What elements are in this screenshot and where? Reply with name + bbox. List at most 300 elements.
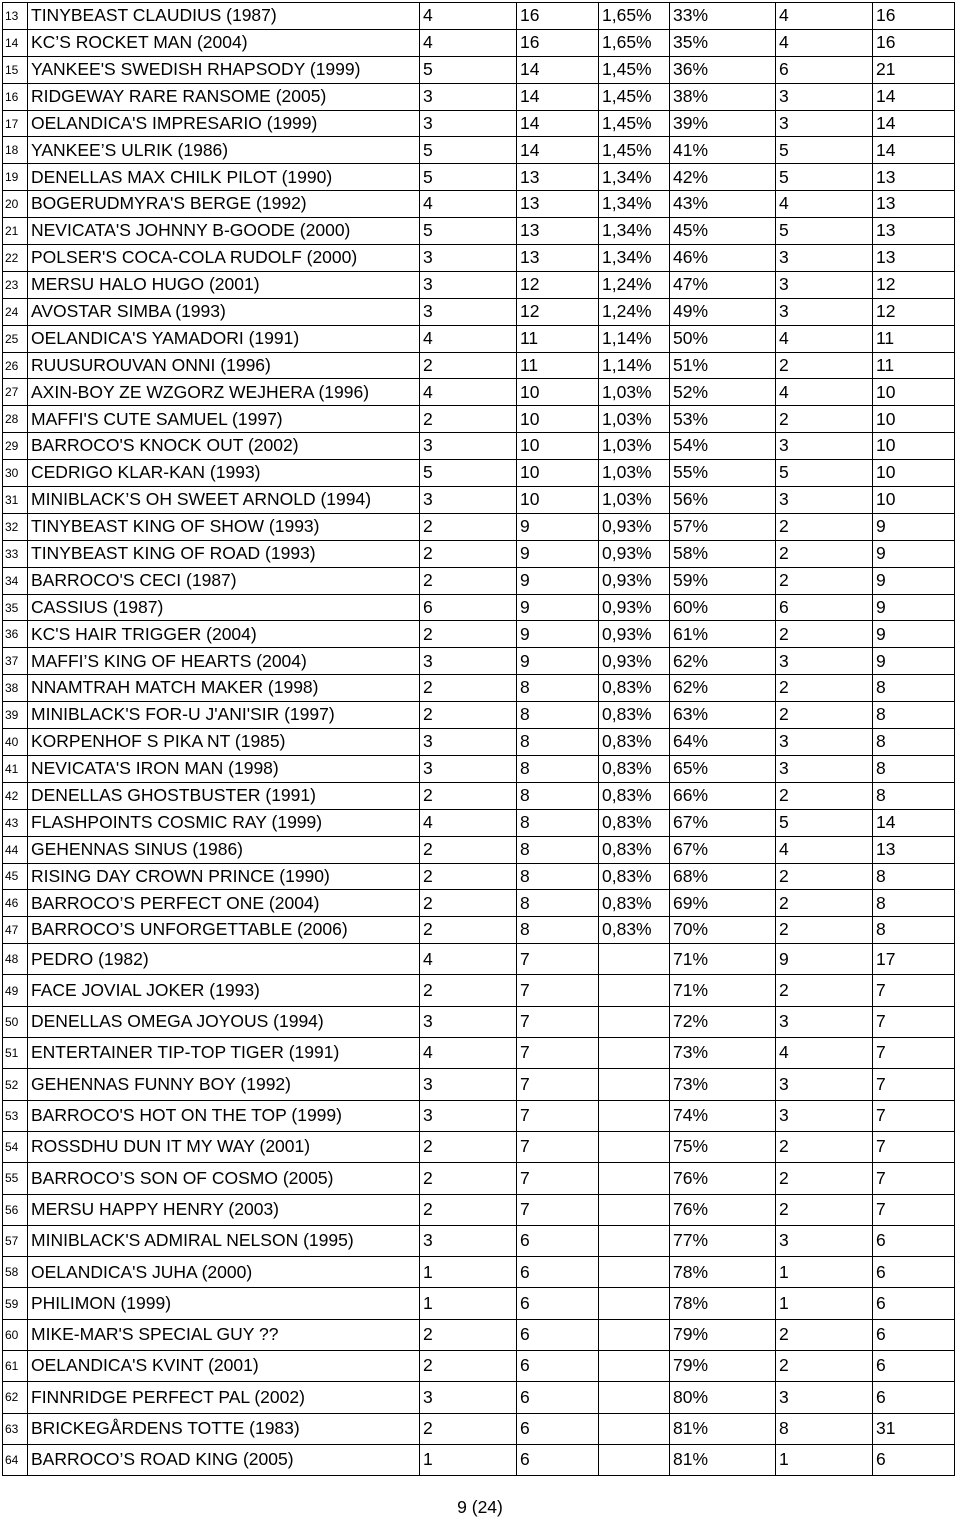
cell-cumulative-share: 65% <box>670 755 776 782</box>
cell-cumulative-share: 62% <box>670 648 776 675</box>
cell-total-offspring: 7 <box>873 1006 955 1037</box>
cell-total-litters: 3 <box>776 298 873 325</box>
table-row <box>3 1444 955 1475</box>
cell-offspring: 11 <box>517 352 599 379</box>
table-row <box>3 755 955 782</box>
cell-offspring: 14 <box>517 83 599 110</box>
cell-offspring: 10 <box>517 379 599 406</box>
cell-litters: 4 <box>420 379 517 406</box>
cell-total-litters: 2 <box>776 675 873 702</box>
cell-offspring: 7 <box>517 1131 599 1162</box>
cell-offspring: 7 <box>517 1100 599 1131</box>
cell-dog-name: RISING DAY CROWN PRINCE (1990) <box>28 863 420 890</box>
cell-offspring: 7 <box>517 1163 599 1194</box>
cell-share <box>599 1163 670 1194</box>
cell-cumulative-share: 73% <box>670 1069 776 1100</box>
cell-litters: 4 <box>420 3 517 30</box>
cell-total-litters: 2 <box>776 917 873 944</box>
table-row <box>3 245 955 272</box>
cell-share: 0,93% <box>599 621 670 648</box>
table-row <box>3 3 955 30</box>
cell-cumulative-share: 42% <box>670 164 776 191</box>
cell-total-litters: 2 <box>776 1131 873 1162</box>
cell-total-offspring: 7 <box>873 1194 955 1225</box>
cell-share: 1,45% <box>599 83 670 110</box>
cell-row-number: 34 <box>3 567 28 594</box>
cell-share: 1,34% <box>599 164 670 191</box>
cell-total-offspring: 13 <box>873 164 955 191</box>
cell-litters: 5 <box>420 218 517 245</box>
table-row <box>3 379 955 406</box>
cell-share: 0,93% <box>599 540 670 567</box>
cell-offspring: 12 <box>517 271 599 298</box>
cell-cumulative-share: 59% <box>670 567 776 594</box>
cell-row-number: 29 <box>3 433 28 460</box>
cell-cumulative-share: 69% <box>670 890 776 917</box>
cell-cumulative-share: 36% <box>670 56 776 83</box>
table-row <box>3 809 955 836</box>
cell-cumulative-share: 45% <box>670 218 776 245</box>
cell-dog-name: BARROCO’S UNFORGETTABLE (2006) <box>28 917 420 944</box>
cell-cumulative-share: 62% <box>670 675 776 702</box>
cell-offspring: 7 <box>517 1069 599 1100</box>
cell-offspring: 6 <box>517 1351 599 1382</box>
cell-cumulative-share: 81% <box>670 1413 776 1444</box>
cell-litters: 2 <box>420 1351 517 1382</box>
cell-dog-name: MINIBLACK’S OH SWEET ARNOLD (1994) <box>28 487 420 514</box>
cell-dog-name: BARROCO’S ROAD KING (2005) <box>28 1444 420 1475</box>
cell-total-offspring: 11 <box>873 352 955 379</box>
cell-row-number: 13 <box>3 3 28 30</box>
cell-dog-name: KC'S HAIR TRIGGER (2004) <box>28 621 420 648</box>
table-row <box>3 1288 955 1319</box>
cell-total-litters: 4 <box>776 191 873 218</box>
cell-dog-name: OELANDICA'S YAMADORI (1991) <box>28 325 420 352</box>
cell-offspring: 6 <box>517 1319 599 1350</box>
cell-litters: 4 <box>420 809 517 836</box>
cell-litters: 2 <box>420 836 517 863</box>
cell-share: 0,83% <box>599 836 670 863</box>
cell-offspring: 9 <box>517 648 599 675</box>
cell-row-number: 23 <box>3 271 28 298</box>
cell-litters: 2 <box>420 702 517 729</box>
cell-row-number: 40 <box>3 729 28 756</box>
cell-dog-name: NEVICATA'S JOHNNY B-GOODE (2000) <box>28 218 420 245</box>
cell-dog-name: OELANDICA'S KVINT (2001) <box>28 1351 420 1382</box>
cell-total-offspring: 10 <box>873 406 955 433</box>
table-row <box>3 944 955 975</box>
cell-cumulative-share: 66% <box>670 782 776 809</box>
cell-dog-name: BARROCO’S SON OF COSMO (2005) <box>28 1163 420 1194</box>
cell-total-offspring: 8 <box>873 675 955 702</box>
cell-cumulative-share: 67% <box>670 836 776 863</box>
cell-cumulative-share: 53% <box>670 406 776 433</box>
cell-share: 1,45% <box>599 56 670 83</box>
cell-dog-name: TINYBEAST KING OF ROAD (1993) <box>28 540 420 567</box>
cell-litters: 2 <box>420 782 517 809</box>
table-row <box>3 975 955 1006</box>
cell-cumulative-share: 78% <box>670 1257 776 1288</box>
cell-total-litters: 2 <box>776 975 873 1006</box>
table-row <box>3 271 955 298</box>
cell-offspring: 7 <box>517 1038 599 1069</box>
cell-litters: 1 <box>420 1257 517 1288</box>
cell-dog-name: DENELLAS GHOSTBUSTER (1991) <box>28 782 420 809</box>
cell-total-offspring: 9 <box>873 594 955 621</box>
cell-cumulative-share: 63% <box>670 702 776 729</box>
cell-litters: 3 <box>420 1006 517 1037</box>
cell-total-offspring: 8 <box>873 917 955 944</box>
cell-offspring: 7 <box>517 975 599 1006</box>
cell-row-number: 35 <box>3 594 28 621</box>
cell-offspring: 8 <box>517 890 599 917</box>
cell-total-litters: 3 <box>776 271 873 298</box>
cell-litters: 6 <box>420 594 517 621</box>
cell-cumulative-share: 79% <box>670 1319 776 1350</box>
cell-share: 1,14% <box>599 352 670 379</box>
cell-share: 1,03% <box>599 433 670 460</box>
cell-cumulative-share: 43% <box>670 191 776 218</box>
cell-litters: 3 <box>420 298 517 325</box>
table-row <box>3 406 955 433</box>
cell-total-offspring: 10 <box>873 460 955 487</box>
cell-total-litters: 5 <box>776 218 873 245</box>
table-row <box>3 890 955 917</box>
cell-share: 1,34% <box>599 218 670 245</box>
cell-offspring: 8 <box>517 809 599 836</box>
cell-cumulative-share: 67% <box>670 809 776 836</box>
cell-offspring: 8 <box>517 836 599 863</box>
cell-dog-name: PEDRO (1982) <box>28 944 420 975</box>
cell-dog-name: FINNRIDGE PERFECT PAL (2002) <box>28 1382 420 1413</box>
cell-total-offspring: 8 <box>873 755 955 782</box>
cell-share <box>599 1225 670 1256</box>
cell-total-litters: 5 <box>776 164 873 191</box>
cell-total-offspring: 6 <box>873 1257 955 1288</box>
table-row <box>3 164 955 191</box>
cell-litters: 2 <box>420 1413 517 1444</box>
cell-offspring: 8 <box>517 782 599 809</box>
cell-total-litters: 2 <box>776 1163 873 1194</box>
table-row <box>3 1163 955 1194</box>
table-row <box>3 1351 955 1382</box>
cell-total-litters: 2 <box>776 863 873 890</box>
cell-total-litters: 3 <box>776 1100 873 1131</box>
cell-row-number: 41 <box>3 755 28 782</box>
table-row <box>3 702 955 729</box>
cell-dog-name: OELANDICA'S JUHA (2000) <box>28 1257 420 1288</box>
cell-dog-name: ROSSDHU DUN IT MY WAY (2001) <box>28 1131 420 1162</box>
table-row <box>3 83 955 110</box>
cell-litters: 3 <box>420 648 517 675</box>
cell-cumulative-share: 72% <box>670 1006 776 1037</box>
cell-cumulative-share: 79% <box>670 1351 776 1382</box>
cell-dog-name: MERSU HALO HUGO (2001) <box>28 271 420 298</box>
cell-dog-name: YANKEE’S ULRIK (1986) <box>28 137 420 164</box>
cell-litters: 3 <box>420 487 517 514</box>
table-row <box>3 1319 955 1350</box>
cell-share <box>599 1257 670 1288</box>
cell-row-number: 15 <box>3 56 28 83</box>
cell-share: 1,45% <box>599 110 670 137</box>
cell-share: 1,14% <box>599 325 670 352</box>
cell-litters: 4 <box>420 944 517 975</box>
cell-litters: 2 <box>420 1319 517 1350</box>
cell-share <box>599 1319 670 1350</box>
cell-litters: 3 <box>420 1100 517 1131</box>
cell-total-offspring: 10 <box>873 379 955 406</box>
cell-litters: 3 <box>420 110 517 137</box>
cell-total-litters: 5 <box>776 137 873 164</box>
cell-offspring: 10 <box>517 487 599 514</box>
cell-cumulative-share: 33% <box>670 3 776 30</box>
cell-total-litters: 1 <box>776 1288 873 1319</box>
cell-row-number: 32 <box>3 513 28 540</box>
cell-cumulative-share: 51% <box>670 352 776 379</box>
cell-total-litters: 2 <box>776 540 873 567</box>
cell-cumulative-share: 49% <box>670 298 776 325</box>
table-row <box>3 29 955 56</box>
cell-cumulative-share: 46% <box>670 245 776 272</box>
cell-row-number: 57 <box>3 1225 28 1256</box>
cell-cumulative-share: 81% <box>670 1444 776 1475</box>
cell-row-number: 14 <box>3 29 28 56</box>
cell-row-number: 21 <box>3 218 28 245</box>
cell-total-offspring: 16 <box>873 29 955 56</box>
cell-total-offspring: 6 <box>873 1225 955 1256</box>
cell-row-number: 16 <box>3 83 28 110</box>
cell-share <box>599 1351 670 1382</box>
cell-cumulative-share: 60% <box>670 594 776 621</box>
cell-row-number: 55 <box>3 1163 28 1194</box>
cell-total-offspring: 12 <box>873 271 955 298</box>
cell-share: 0,83% <box>599 890 670 917</box>
cell-total-litters: 6 <box>776 594 873 621</box>
cell-offspring: 7 <box>517 944 599 975</box>
cell-total-offspring: 14 <box>873 83 955 110</box>
cell-litters: 2 <box>420 513 517 540</box>
cell-total-litters: 2 <box>776 1351 873 1382</box>
cell-row-number: 59 <box>3 1288 28 1319</box>
cell-litters: 2 <box>420 890 517 917</box>
table-row <box>3 191 955 218</box>
cell-cumulative-share: 50% <box>670 325 776 352</box>
cell-share: 0,83% <box>599 729 670 756</box>
cell-share: 0,93% <box>599 513 670 540</box>
cell-total-litters: 2 <box>776 567 873 594</box>
cell-cumulative-share: 76% <box>670 1163 776 1194</box>
cell-share <box>599 1006 670 1037</box>
cell-total-offspring: 7 <box>873 1100 955 1131</box>
cell-share <box>599 1100 670 1131</box>
cell-total-litters: 1 <box>776 1444 873 1475</box>
cell-share: 1,24% <box>599 271 670 298</box>
page-number: 9 (24) <box>457 1497 503 1517</box>
cell-row-number: 25 <box>3 325 28 352</box>
cell-litters: 3 <box>420 433 517 460</box>
cell-row-number: 54 <box>3 1131 28 1162</box>
cell-row-number: 36 <box>3 621 28 648</box>
cell-offspring: 9 <box>517 513 599 540</box>
cell-row-number: 46 <box>3 890 28 917</box>
cell-cumulative-share: 75% <box>670 1131 776 1162</box>
cell-offspring: 8 <box>517 702 599 729</box>
cell-share <box>599 1194 670 1225</box>
cell-share <box>599 1131 670 1162</box>
table-row <box>3 621 955 648</box>
cell-dog-name: ENTERTAINER TIP-TOP TIGER (1991) <box>28 1038 420 1069</box>
table-body <box>3 3 955 1476</box>
cell-dog-name: MAFFI'S CUTE SAMUEL (1997) <box>28 406 420 433</box>
table-row <box>3 137 955 164</box>
cell-total-litters: 9 <box>776 944 873 975</box>
cell-total-offspring: 21 <box>873 56 955 83</box>
cell-cumulative-share: 47% <box>670 271 776 298</box>
cell-total-litters: 3 <box>776 729 873 756</box>
cell-dog-name: AVOSTAR SIMBA (1993) <box>28 298 420 325</box>
cell-share <box>599 1413 670 1444</box>
cell-row-number: 61 <box>3 1351 28 1382</box>
cell-total-litters: 2 <box>776 513 873 540</box>
cell-litters: 4 <box>420 1038 517 1069</box>
cell-dog-name: BARROCO'S HOT ON THE TOP (1999) <box>28 1100 420 1131</box>
cell-share <box>599 1288 670 1319</box>
cell-share: 0,83% <box>599 675 670 702</box>
cell-row-number: 33 <box>3 540 28 567</box>
cell-total-litters: 3 <box>776 110 873 137</box>
cell-litters: 2 <box>420 352 517 379</box>
cell-dog-name: RIDGEWAY RARE RANSOME (2005) <box>28 83 420 110</box>
cell-dog-name: BARROCO’S PERFECT ONE (2004) <box>28 890 420 917</box>
cell-offspring: 8 <box>517 675 599 702</box>
cell-share: 1,03% <box>599 406 670 433</box>
cell-litters: 3 <box>420 245 517 272</box>
cell-row-number: 47 <box>3 917 28 944</box>
cell-cumulative-share: 57% <box>670 513 776 540</box>
table-row <box>3 1413 955 1444</box>
cell-share: 1,34% <box>599 191 670 218</box>
cell-dog-name: BARROCO'S KNOCK OUT (2002) <box>28 433 420 460</box>
cell-offspring: 10 <box>517 433 599 460</box>
cell-litters: 2 <box>420 975 517 1006</box>
table-row <box>3 836 955 863</box>
cell-cumulative-share: 58% <box>670 540 776 567</box>
cell-share <box>599 1038 670 1069</box>
cell-offspring: 13 <box>517 164 599 191</box>
cell-total-litters: 1 <box>776 1257 873 1288</box>
cell-dog-name: POLSER'S COCA-COLA RUDOLF (2000) <box>28 245 420 272</box>
cell-offspring: 7 <box>517 1194 599 1225</box>
cell-dog-name: YANKEE'S SWEDISH RHAPSODY (1999) <box>28 56 420 83</box>
cell-share <box>599 1382 670 1413</box>
cell-total-offspring: 7 <box>873 1131 955 1162</box>
cell-share: 1,34% <box>599 245 670 272</box>
cell-total-litters: 6 <box>776 56 873 83</box>
cell-litters: 3 <box>420 1069 517 1100</box>
cell-cumulative-share: 68% <box>670 863 776 890</box>
cell-cumulative-share: 71% <box>670 975 776 1006</box>
cell-row-number: 53 <box>3 1100 28 1131</box>
cell-total-litters: 3 <box>776 487 873 514</box>
cell-total-offspring: 8 <box>873 782 955 809</box>
cell-total-offspring: 8 <box>873 863 955 890</box>
cell-total-offspring: 9 <box>873 540 955 567</box>
cell-total-litters: 4 <box>776 836 873 863</box>
cell-total-offspring: 9 <box>873 513 955 540</box>
cell-share: 0,83% <box>599 809 670 836</box>
cell-dog-name: MAFFI’S KING OF HEARTS (2004) <box>28 648 420 675</box>
cell-litters: 2 <box>420 675 517 702</box>
table-row <box>3 729 955 756</box>
cell-total-offspring: 8 <box>873 890 955 917</box>
table-row <box>3 487 955 514</box>
table-row <box>3 782 955 809</box>
cell-offspring: 6 <box>517 1413 599 1444</box>
cell-share: 0,83% <box>599 782 670 809</box>
cell-offspring: 16 <box>517 29 599 56</box>
cell-offspring: 9 <box>517 594 599 621</box>
data-table <box>2 2 955 1476</box>
cell-total-litters: 2 <box>776 702 873 729</box>
cell-total-offspring: 13 <box>873 836 955 863</box>
cell-total-litters: 3 <box>776 1225 873 1256</box>
cell-share: 1,03% <box>599 487 670 514</box>
cell-total-litters: 2 <box>776 890 873 917</box>
cell-total-offspring: 14 <box>873 110 955 137</box>
cell-share <box>599 975 670 1006</box>
cell-row-number: 20 <box>3 191 28 218</box>
cell-row-number: 30 <box>3 460 28 487</box>
cell-row-number: 19 <box>3 164 28 191</box>
cell-cumulative-share: 52% <box>670 379 776 406</box>
cell-offspring: 8 <box>517 755 599 782</box>
cell-offspring: 13 <box>517 245 599 272</box>
cell-cumulative-share: 38% <box>670 83 776 110</box>
cell-total-litters: 3 <box>776 245 873 272</box>
cell-total-litters: 3 <box>776 1382 873 1413</box>
cell-share: 1,45% <box>599 137 670 164</box>
cell-total-litters: 3 <box>776 83 873 110</box>
cell-total-offspring: 13 <box>873 218 955 245</box>
cell-total-offspring: 9 <box>873 567 955 594</box>
cell-dog-name: DENELLAS OMEGA JOYOUS (1994) <box>28 1006 420 1037</box>
cell-cumulative-share: 55% <box>670 460 776 487</box>
table-row <box>3 675 955 702</box>
cell-row-number: 48 <box>3 944 28 975</box>
cell-total-offspring: 7 <box>873 975 955 1006</box>
cell-total-offspring: 17 <box>873 944 955 975</box>
cell-total-offspring: 6 <box>873 1382 955 1413</box>
table-row <box>3 1225 955 1256</box>
cell-row-number: 26 <box>3 352 28 379</box>
cell-dog-name: TINYBEAST CLAUDIUS (1987) <box>28 3 420 30</box>
cell-litters: 5 <box>420 56 517 83</box>
cell-total-litters: 5 <box>776 460 873 487</box>
cell-offspring: 8 <box>517 729 599 756</box>
cell-total-litters: 8 <box>776 1413 873 1444</box>
cell-offspring: 9 <box>517 567 599 594</box>
table-row <box>3 1194 955 1225</box>
table-row <box>3 648 955 675</box>
cell-litters: 2 <box>420 621 517 648</box>
cell-dog-name: OELANDICA'S IMPRESARIO (1999) <box>28 110 420 137</box>
cell-offspring: 10 <box>517 460 599 487</box>
cell-cumulative-share: 41% <box>670 137 776 164</box>
cell-litters: 2 <box>420 863 517 890</box>
cell-dog-name: CEDRIGO KLAR-KAN (1993) <box>28 460 420 487</box>
cell-total-offspring: 13 <box>873 191 955 218</box>
cell-litters: 2 <box>420 917 517 944</box>
